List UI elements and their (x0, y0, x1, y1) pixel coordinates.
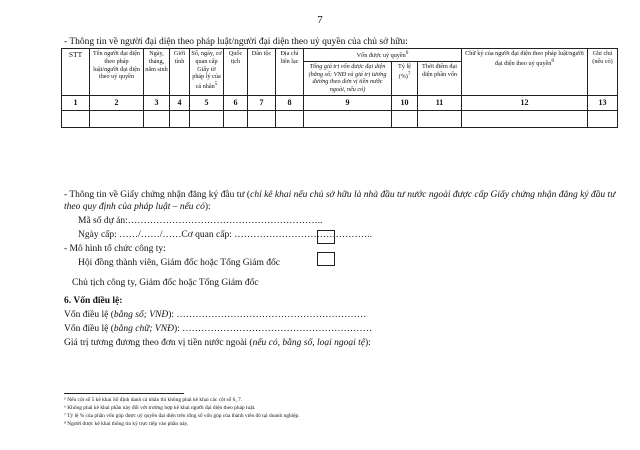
table-cell[interactable] (90, 110, 144, 127)
charter-capital-numeric[interactable]: Vốn điều lệ (bằng số; VNĐ): …………………………………………………… (64, 310, 367, 320)
footnote-8: ⁸ Người được kê khai thông tin ký trực tiếp vào phần này. (64, 421, 189, 427)
issue-info-field[interactable]: Ngày cấp: ……/……/……Cơ quan cấp: …………………………………….. (78, 230, 372, 240)
col-number: 2 (90, 95, 144, 110)
footnote-separator (64, 393, 184, 394)
table-cell[interactable] (392, 110, 418, 127)
col-number: 1 (62, 95, 90, 110)
table-cell[interactable] (224, 110, 248, 127)
table-cell[interactable] (276, 110, 304, 127)
col-number: 13 (588, 95, 618, 110)
table-cell[interactable] (170, 110, 190, 127)
table-cell[interactable] (144, 110, 170, 127)
project-code-field[interactable]: Mã số dự án:…………………………………………………….. (78, 216, 323, 226)
col-contact-address: Địa chỉ liên lạc (276, 49, 304, 96)
owner-rep-intro: - Thông tin về người đại diện theo pháp luật/người đại diện theo uỷ quyền của chủ sở hữu: (64, 37, 408, 47)
col-gender: Giới tính (170, 49, 190, 96)
org-option-chairman-checkbox[interactable] (317, 252, 335, 266)
col-ratio: Tỷ lệ (%)$^7$ (392, 61, 418, 95)
footnote-7: ⁷ Tỷ lệ % của phần vốn góp được uỷ quyền đại diện trên tổng số vốn góp của thành viên đó tại doanh nghiệp. (64, 413, 300, 419)
table-row (62, 110, 618, 127)
col-authorized-capital: Vốn được uỷ quyền$^6$ (304, 49, 462, 62)
col-number: 8 (276, 95, 304, 110)
footnote-6: ⁶ Không phải kê khai phần này đối với trường hợp kê khai người đại diện theo pháp luật. (64, 405, 256, 411)
table-cell[interactable] (588, 110, 618, 127)
col-number: 10 (392, 95, 418, 110)
table-cell[interactable] (462, 110, 588, 127)
table-cell[interactable] (62, 110, 90, 127)
foreign-investor-intro: - Thông tin về Giấy chứng nhận đăng ký đầu tư (chỉ kê khai nếu chủ sở hữu là nhà đầu tư nước ngoài được cấp Giấy chứng nhận đăng ký đầu tư theo quy định của pháp luật – nếu có): (64, 190, 616, 212)
col-number: 11 (418, 95, 462, 110)
col-number: 12 (462, 95, 588, 110)
col-signature: Chữ ký của người đại diện theo pháp luật/người đại diện theo uỷ quyền$^8$ (462, 49, 588, 96)
org-option-members-council: Hội đồng thành viên, Giám đốc hoặc Tổng Giám đốc (78, 258, 280, 268)
footnote-5: ⁵ Nếu cột số 5 kê khai Số định danh cá nhân thì không phải kê khai các cột số 6, 7. (64, 397, 243, 403)
charter-capital-words[interactable]: Vốn điều lệ (bằng chữ; VNĐ): …………………………………………………… (64, 324, 373, 334)
org-model-title: - Mô hình tổ chức công ty: (64, 244, 166, 254)
col-stt: STT (62, 49, 90, 96)
col-dob: Ngày, tháng, năm sinh (144, 49, 170, 96)
table-cell[interactable] (248, 110, 276, 127)
col-capital-value: Tổng giá trị vốn được đại diện (bằng số; VNĐ và giá trị tương đương theo đơn vị tiền nước ngoài, nếu có) (304, 61, 392, 95)
org-option-chairman: Chủ tịch công ty, Giám đốc hoặc Tổng Giám đốc (72, 278, 259, 288)
col-number: 6 (224, 95, 248, 110)
col-id-doc: Số, ngày, cơ quan cấp Giấy tờ pháp lý của cá nhân$^5$ (190, 49, 224, 96)
col-number: 9 (304, 95, 392, 110)
col-number: 3 (144, 95, 170, 110)
representative-table (61, 48, 618, 128)
page-number: 7 (317, 14, 323, 26)
col-number: 4 (170, 95, 190, 110)
table-cell[interactable] (418, 110, 462, 127)
col-rep-name: Tên người đại diện theo pháp luật/người đại diện theo uỷ quyền (90, 49, 144, 96)
charter-capital-title: 6. Vốn điều lệ: (64, 296, 123, 306)
table-cell[interactable] (190, 110, 224, 127)
table-cell[interactable] (304, 110, 392, 127)
org-option-members-council-checkbox[interactable] (317, 230, 335, 244)
col-number: 5 (190, 95, 224, 110)
column-number-row (62, 95, 618, 110)
col-ethnicity: Dân tộc (248, 49, 276, 96)
col-number: 7 (248, 95, 276, 110)
col-note: Ghi chú (nếu có) (588, 49, 618, 96)
charter-capital-foreign[interactable]: Giá trị tương đương theo đơn vị tiền nước ngoài (nếu có, bằng số, loại ngoại tệ): (64, 338, 371, 348)
col-nationality: Quốc tịch (224, 49, 248, 96)
col-rep-time: Thời điểm đại diện phần vốn (418, 61, 462, 95)
